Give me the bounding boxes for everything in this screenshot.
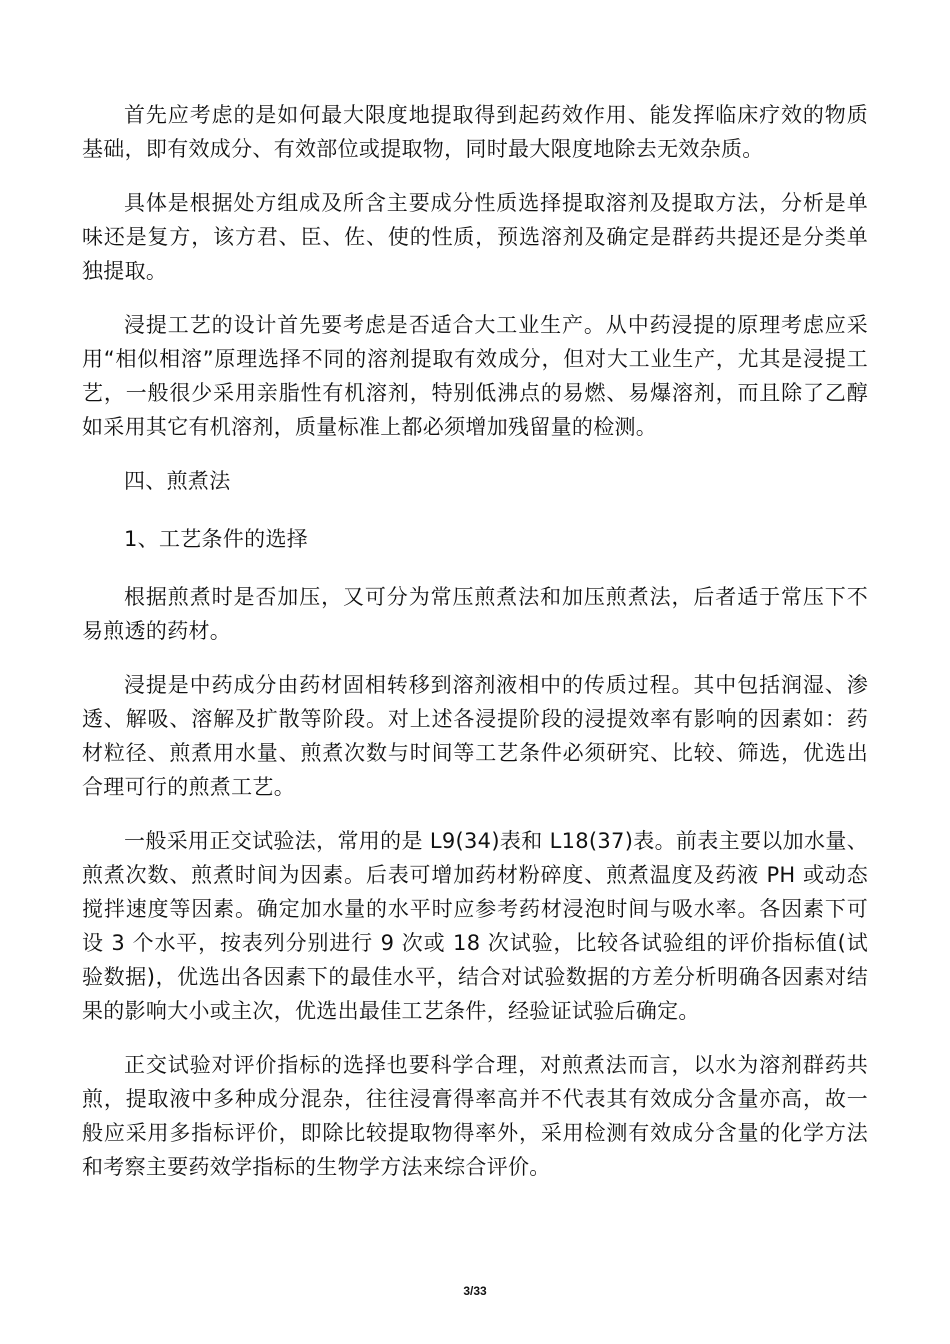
page-number: 3/33 bbox=[463, 1284, 487, 1298]
section-heading-decoction: 四、煎煮法 bbox=[124, 469, 231, 493]
document-body bbox=[82, 98, 868, 1204]
paragraph-extraction-basis: 首先应考虑的是如何最大限度地提取得到起药效作用、能发挥临床疗效的物质基础，即有效成分、有效部位或提取物，同时最大限度地除去无效杂质。 bbox=[82, 103, 868, 161]
paragraph-pressure-decoction: 根据煎煮时是否加压，又可分为常压煎煮法和加压煎煮法，后者适于常压下不易煎透的药材。 bbox=[82, 585, 868, 643]
paragraph-orthogonal-test: 一般采用正交试验法，常用的是 L9(34)表和 L18(37)表。前表主要以加水量、煎煮次数、煎煮时间为因素。后表可增加药材粉碎度、煎煮温度及药液 PH 或动态搅拌速度等因素。确定加水量的水平时应参考药材浸泡时间与吸水率。各因素下可设 3 个水平，按表列分别进行 9 次或 18 次试验，比较各试验组的评价指标值(试验数据)，优选出各因素下的最佳水平，结合对试验数据的方差分析明确各因素对结果的影响大小或主次，优选出最佳工艺条件，经验证试验后确定。 bbox=[82, 829, 868, 1023]
paragraph-mass-transfer: 浸提是中药成分由药材固相转移到溶剂液相中的传质过程。其中包括润湿、渗透、解吸、溶解及扩散等阶段。对上述各浸提阶段的浸提效率有影响的因素如：药材粒径、煎煮用水量、煎煮次数与时间等工艺条件必须研究、比较、筛选，优选出合理可行的煎煮工艺。 bbox=[82, 673, 868, 799]
paragraph-process-design: 浸提工艺的设计首先要考虑是否适合大工业生产。从中药浸提的原理考虑应采用“相似相溶”原理选择不同的溶剂提取有效成分，但对大工业生产，尤其是浸提工艺，一般很少采用亲脂性有机溶剂，特别低沸点的易燃、易爆溶剂，而且除了乙醇如采用其它有机溶剂，质量标准上都必须增加残留量的检测。 bbox=[82, 313, 868, 439]
paragraph-evaluation-index: 正交试验对评价指标的选择也要科学合理，对煎煮法而言，以水为溶剂群药共煎，提取液中多种成分混杂，往往浸膏得率高并不代表其有效成分含量亦高，故一般应采用多指标评价，即除比较提取物得率外，采用检测有效成分含量的化学方法和考察主要药效学指标的生物学方法来综合评价。 bbox=[82, 1053, 868, 1179]
paragraph-solvent-selection: 具体是根据处方组成及所含主要成分性质选择提取溶剂及提取方法，分析是单味还是复方，该方君、臣、佐、使的性质，预选溶剂及确定是群药共提还是分类单独提取。 bbox=[82, 191, 868, 283]
subsection-heading-conditions: 1、工艺条件的选择 bbox=[124, 527, 309, 551]
